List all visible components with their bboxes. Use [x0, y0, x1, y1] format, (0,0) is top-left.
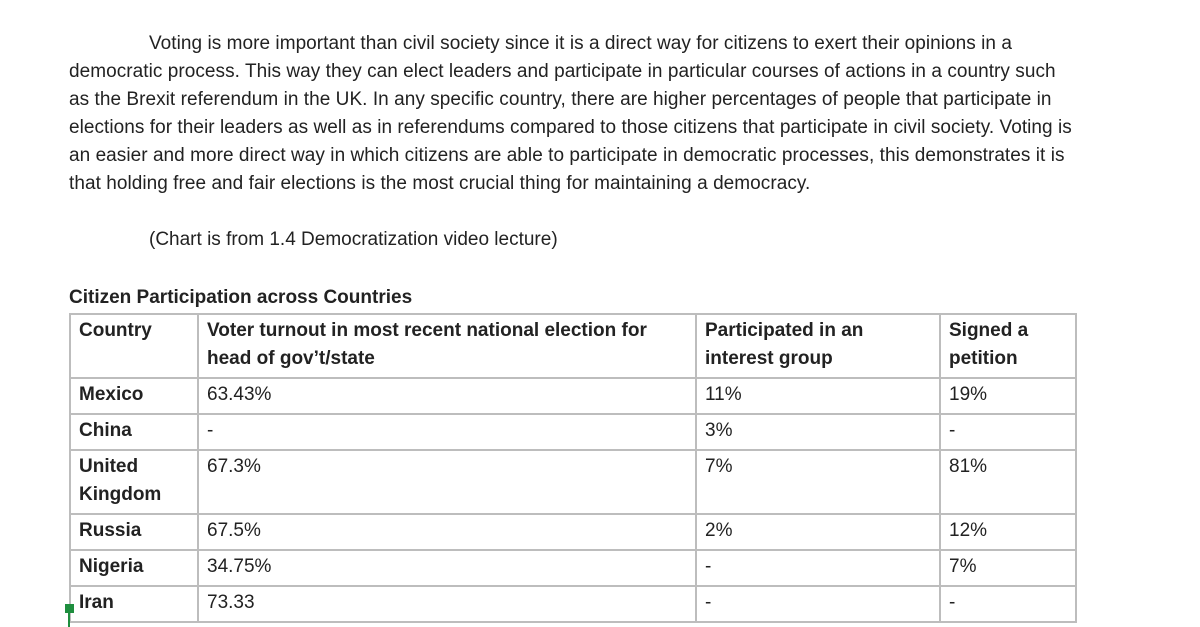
cell-turnout[interactable]: 34.75%: [198, 550, 696, 586]
cell-turnout[interactable]: 67.5%: [198, 514, 696, 550]
header-petition[interactable]: Signed a petition: [940, 314, 1076, 378]
table-row: [70, 514, 1076, 550]
cell-interest-group[interactable]: -: [696, 586, 940, 622]
header-voter-turnout[interactable]: Voter turnout in most recent national election for head of gov’t/state: [198, 314, 696, 378]
cell-turnout[interactable]: 63.43%: [198, 378, 696, 414]
chart-source-note[interactable]: (Chart is from 1.4 Democratization video lecture): [149, 229, 558, 250]
cell-petition[interactable]: 12%: [940, 514, 1076, 550]
cell-interest-group[interactable]: -: [696, 550, 940, 586]
table-row: [70, 450, 1076, 514]
cell-country[interactable]: Mexico: [70, 378, 198, 414]
cell-country[interactable]: United Kingdom: [70, 450, 198, 514]
header-country[interactable]: Country: [70, 314, 198, 378]
cell-petition[interactable]: 81%: [940, 450, 1076, 514]
text-cursor: [68, 610, 70, 627]
table-row: [70, 414, 1076, 450]
header-interest-group[interactable]: Participated in an interest group: [696, 314, 940, 378]
cell-country[interactable]: Russia: [70, 514, 198, 550]
cell-interest-group[interactable]: 3%: [696, 414, 940, 450]
cell-turnout[interactable]: 67.3%: [198, 450, 696, 514]
cell-interest-group[interactable]: 7%: [696, 450, 940, 514]
table-caption[interactable]: Citizen Participation across Countries: [69, 287, 413, 308]
cell-country[interactable]: China: [70, 414, 198, 450]
cell-interest-group[interactable]: 11%: [696, 378, 940, 414]
cell-petition[interactable]: -: [940, 414, 1076, 450]
document-body[interactable]: [69, 30, 1079, 623]
cell-country[interactable]: Iran: [70, 586, 198, 622]
table-row: [70, 586, 1076, 622]
cell-turnout[interactable]: 73.33: [198, 586, 696, 622]
body-paragraph[interactable]: Voting is more important than civil society since it is a direct way for citizens to exert their opinions in a democratic process. This way they can elect leaders and participate in particular courses of actions in a country such as the Brexit referendum in the UK. In any specific country, there are higher percentages of people that participate in elections for their leaders as well as in referendums compared to those citizens that participate in civil society. Voting is an easier and more direct way in which citizens are able to participate in democratic processes, this demonstrates it is that holding free and fair elections is the most crucial thing for maintaining a democracy.: [69, 33, 1072, 194]
cell-petition[interactable]: 7%: [940, 550, 1076, 586]
table-row: [70, 378, 1076, 414]
cell-interest-group[interactable]: 2%: [696, 514, 940, 550]
cell-country[interactable]: Nigeria: [70, 550, 198, 586]
cell-turnout[interactable]: -: [198, 414, 696, 450]
cell-petition[interactable]: -: [940, 586, 1076, 622]
table-header-row: [70, 314, 1076, 378]
table-row: [70, 550, 1076, 586]
participation-table[interactable]: [69, 313, 1077, 623]
cell-petition[interactable]: 19%: [940, 378, 1076, 414]
